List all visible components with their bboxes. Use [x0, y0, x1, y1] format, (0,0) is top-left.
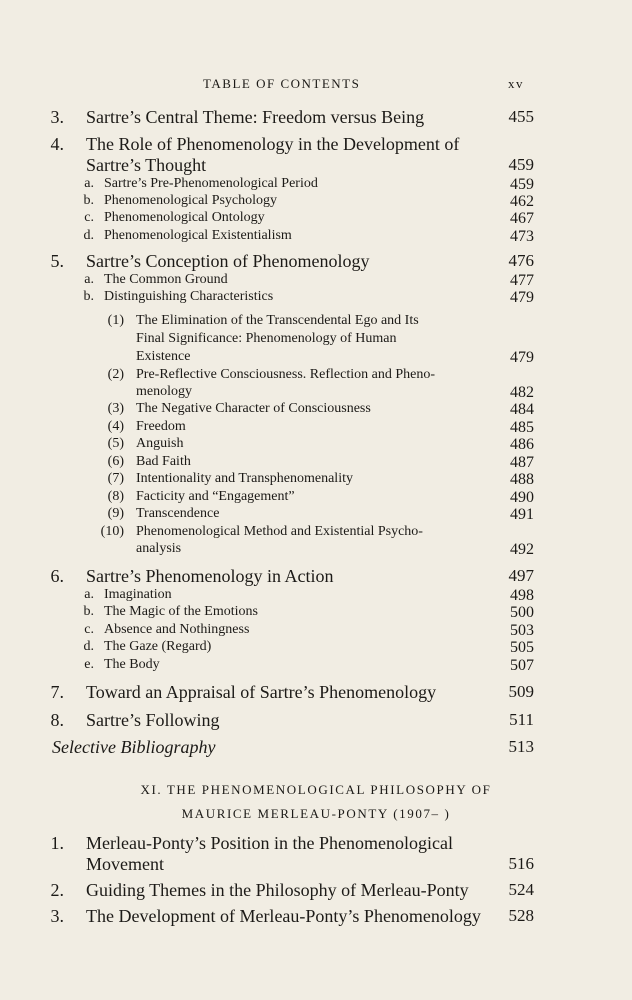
toc-entry-title: Absence and Nothingness [104, 622, 250, 637]
toc-entry-number: (5) [107, 436, 124, 451]
toc-entry-page: 505 [510, 639, 534, 656]
toc-entry-page: 455 [508, 107, 534, 126]
toc-entry-number: b. [83, 289, 94, 304]
toc-entry-number: (2) [107, 367, 124, 382]
toc-entry-page: 528 [508, 906, 534, 925]
toc-entry-number: a. [84, 272, 94, 287]
toc-entry-number: 6. [50, 566, 64, 586]
toc-entry-title: The Elimination of the Transcendental Ego and Its [136, 313, 419, 328]
toc-entry-title: Bad Faith [136, 454, 191, 469]
toc-entry-page: 498 [510, 587, 534, 604]
toc-entry-title: Phenomenological Method and Existential Psycho- [136, 524, 423, 539]
chapter-heading-line-2: MAURICE MERLEAU-PONTY (1907– ) [181, 806, 451, 821]
toc-entry-page: 509 [508, 682, 534, 701]
toc-entry-number: (3) [107, 401, 124, 416]
toc-entry-page: 487 [510, 454, 534, 471]
toc-entry-number: a. [84, 176, 94, 191]
toc-entry-title: Phenomenological Ontology [104, 210, 265, 225]
toc-entry-number: 2. [50, 880, 64, 900]
toc-entry-page: 513 [508, 737, 534, 756]
toc-entry-number: d. [83, 228, 94, 243]
toc-entry-number: 3. [50, 107, 64, 127]
toc-entry-page: 462 [510, 193, 534, 210]
toc-entry-title: The Gaze (Regard) [104, 639, 212, 654]
toc-entry-page: 479 [510, 349, 534, 366]
toc-entry-number: 8. [50, 710, 64, 730]
toc-entry-title: The Role of Phenomenology in the Development of [86, 134, 460, 154]
toc-entry-title: Sartre’s Thought [86, 155, 207, 175]
toc-entry-number: (6) [107, 454, 124, 469]
toc-entry-title: Imagination [104, 587, 172, 602]
toc-entry-page: 511 [509, 710, 534, 729]
toc-entry-page: 503 [510, 622, 534, 639]
toc-entry-page: 524 [508, 880, 534, 899]
toc-entry-page: 459 [510, 176, 534, 193]
running-head-page-number: xv [508, 76, 524, 91]
toc-entry-title: Facticity and “Engagement” [136, 489, 295, 504]
toc-entry-page: 490 [510, 489, 534, 506]
toc-entry-title: Merleau-Ponty’s Position in the Phenomenological [86, 833, 453, 853]
toc-entry-title: The Body [104, 657, 160, 672]
toc-entry-title: Guiding Themes in the Philosophy of Merleau-Ponty [86, 880, 469, 900]
toc-entry-title: Sartre’s Following [86, 710, 220, 730]
toc-entry-page: 482 [510, 384, 534, 401]
toc-entry-title: The Magic of the Emotions [104, 604, 258, 619]
toc-entry-number: 5. [50, 251, 64, 271]
toc-entry-page: 476 [508, 251, 534, 270]
toc-entry-number: (7) [107, 471, 124, 486]
toc-entry-title: Sartre’s Phenomenology in Action [86, 566, 334, 586]
toc-entry-number: d. [83, 639, 94, 654]
toc-entry-title: Anguish [136, 436, 184, 451]
toc-entry-title: Freedom [136, 419, 186, 434]
toc-entry-number: 1. [50, 833, 64, 853]
toc-entry-title: Transcendence [136, 506, 220, 521]
toc-entry-page: 507 [510, 657, 534, 674]
toc-entry-number: a. [84, 587, 94, 602]
toc-entry-page: 516 [508, 854, 534, 873]
toc-entry-number: e. [84, 657, 94, 672]
toc-entry-page: 488 [510, 471, 534, 488]
toc-entry-page: 485 [510, 419, 534, 436]
toc-entry-title: The Common Ground [104, 272, 228, 287]
running-head-title: TABLE OF CONTENTS [203, 76, 361, 91]
toc-entry-number: b. [83, 193, 94, 208]
toc-entry-page: 467 [510, 210, 534, 227]
toc-entry-page: 459 [508, 155, 534, 174]
toc-entry-number: c. [84, 622, 94, 637]
toc-entry-title: Toward an Appraisal of Sartre’s Phenomenology [86, 682, 437, 702]
toc-entry-number: (4) [107, 419, 124, 434]
toc-entry-number: (1) [107, 313, 124, 328]
toc-entry-title: menology [136, 384, 192, 399]
toc-entry-page: 492 [510, 541, 534, 558]
toc-entry-page: 500 [510, 604, 534, 621]
toc-entry-page: 477 [510, 272, 534, 289]
toc-entry-title: Distinguishing Characteristics [104, 289, 274, 304]
toc-entry-page: 484 [510, 401, 534, 418]
toc-entry-page: 491 [510, 506, 534, 523]
toc-entry-number: 4. [50, 134, 64, 154]
toc-entry-title: Existence [136, 349, 191, 364]
toc-entry-number: c. [84, 210, 94, 225]
toc-entry-title: Final Significance: Phenomenology of Human [136, 331, 397, 346]
toc-entry-title: The Development of Merleau-Ponty’s Phenomenology [86, 906, 481, 926]
toc-entry-number: 7. [50, 682, 64, 702]
toc-entry-number: (8) [107, 489, 124, 504]
toc-entry-title: The Negative Character of Consciousness [136, 401, 371, 416]
toc-entry-title: Pre-Reflective Consciousness. Reflection and Pheno- [136, 367, 435, 382]
toc-entry-page: 497 [508, 566, 534, 585]
toc-entry-number: (10) [100, 524, 124, 539]
toc-entry-title: Phenomenological Psychology [104, 193, 278, 208]
toc-entry-number: b. [83, 604, 94, 619]
toc-entry-title: analysis [136, 541, 182, 556]
toc-entry-title: Movement [86, 854, 164, 874]
chapter-heading-line-1: XI. THE PHENOMENOLOGICAL PHILOSOPHY OF [140, 782, 492, 797]
toc-entry-page: 486 [510, 436, 534, 453]
toc-entry-title: Sartre’s Pre-Phenomenological Period [104, 176, 318, 191]
toc-entry-number: (9) [107, 506, 124, 521]
toc-entry-title: Phenomenological Existentialism [104, 228, 292, 243]
toc-entry-title: Sartre’s Conception of Phenomenology [86, 251, 370, 271]
toc-entry-number: 3. [50, 906, 64, 926]
toc-entry-title: Intentionality and Transphenomenality [136, 471, 353, 486]
toc-entry-title: Selective Bibliography [52, 737, 216, 757]
toc-entry-page: 479 [510, 289, 534, 306]
toc-entry-title: Sartre’s Central Theme: Freedom versus Being [86, 107, 425, 127]
toc-entry-page: 473 [510, 228, 534, 245]
